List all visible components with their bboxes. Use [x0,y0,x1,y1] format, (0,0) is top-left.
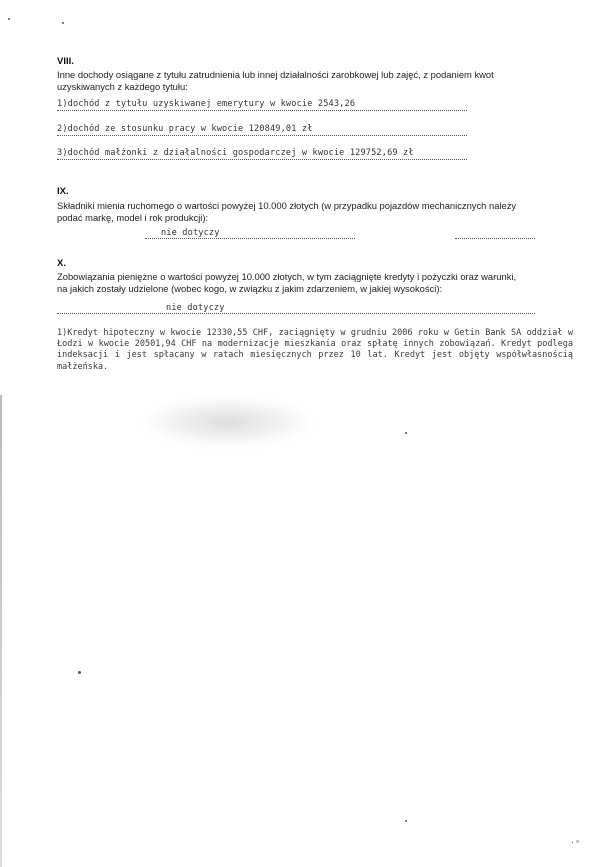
section-viii-intro-line-2: uzyskiwanych z każdego tytułu: [57,81,188,92]
section-x-answer: nie dotyczy [166,303,225,313]
section-viii-intro-line-1: Inne dochody osiągane z tytułu zatrudnienia lub innej działalności zarobkowej lub zajęć, z podaniem kwot [57,69,494,80]
entry-3-dotted-line [57,159,467,160]
scan-speck [405,820,407,822]
section-x-intro [57,271,577,295]
section-ix-heading: IX. [57,186,69,197]
section-ix-intro-line-2: podać markę, model i rok produkcji): [57,212,209,223]
section-ix-dotted-line-2 [455,238,535,239]
section-ix-intro-line-1: Składniki mienia ruchomego o wartości powyżej 10.000 złotych (w przypadku pojazdów mechanicznych należy [57,200,517,211]
scan-speck [78,671,81,674]
scan-speck [62,22,64,24]
loan-note: 1)Kredyt hipoteczny w kwocie 12330,55 CHF, zaciągnięty w grudniu 2006 roku w Getin Bank SA oddział w Łodzi w kwocie 20501,94 CHF na modernizacje mieszkania oraz spłatę innych zobowiązań. Kredyt podlega indeksacji i jest spłacany w ratach miesięcznych przez 10 lat. Kredyt jest objęty współwłasnością małżeńska. [57,328,573,372]
section-viii-heading: VIII. [57,56,74,67]
income-entry-2: 2)dochód ze stosunku pracy w kwocie 120849,01 zł [57,124,313,134]
entry-2-dotted-line [57,135,467,136]
section-ix-dotted-line-1 [145,238,355,239]
section-viii-intro [57,69,577,93]
section-x-dotted-line [57,313,535,314]
section-x-intro-line-2: na jakich zostały udzielone (wobec kogo, w związku z jakim zdarzeniem, w jakiej wysokości): [57,283,443,294]
section-ix-intro [57,200,577,224]
section-x-heading: X. [57,258,66,269]
income-entry-3: 3)dochód małżonki z działalności gospodarczej w kwocie 129752,69 zł [57,148,414,158]
scan-smudge [145,398,310,446]
scan-speck [8,18,10,20]
corner-mark: ·ᵃ [570,838,580,847]
page-edge-shadow [0,395,2,867]
section-ix-answer: nie dotyczy [161,228,220,238]
scan-speck [405,432,407,434]
section-x-intro-line-1: Zobowiązania pieniężne o wartości powyżej 10.000 złotych, w tym zaciągnięte kredyty i pożyczki oraz warunki, [57,271,517,282]
income-entry-1: 1)dochód z tytułu uzyskiwanej emerytury w kwocie 2543,26 [57,99,356,109]
entry-1-dotted-line [57,110,467,111]
